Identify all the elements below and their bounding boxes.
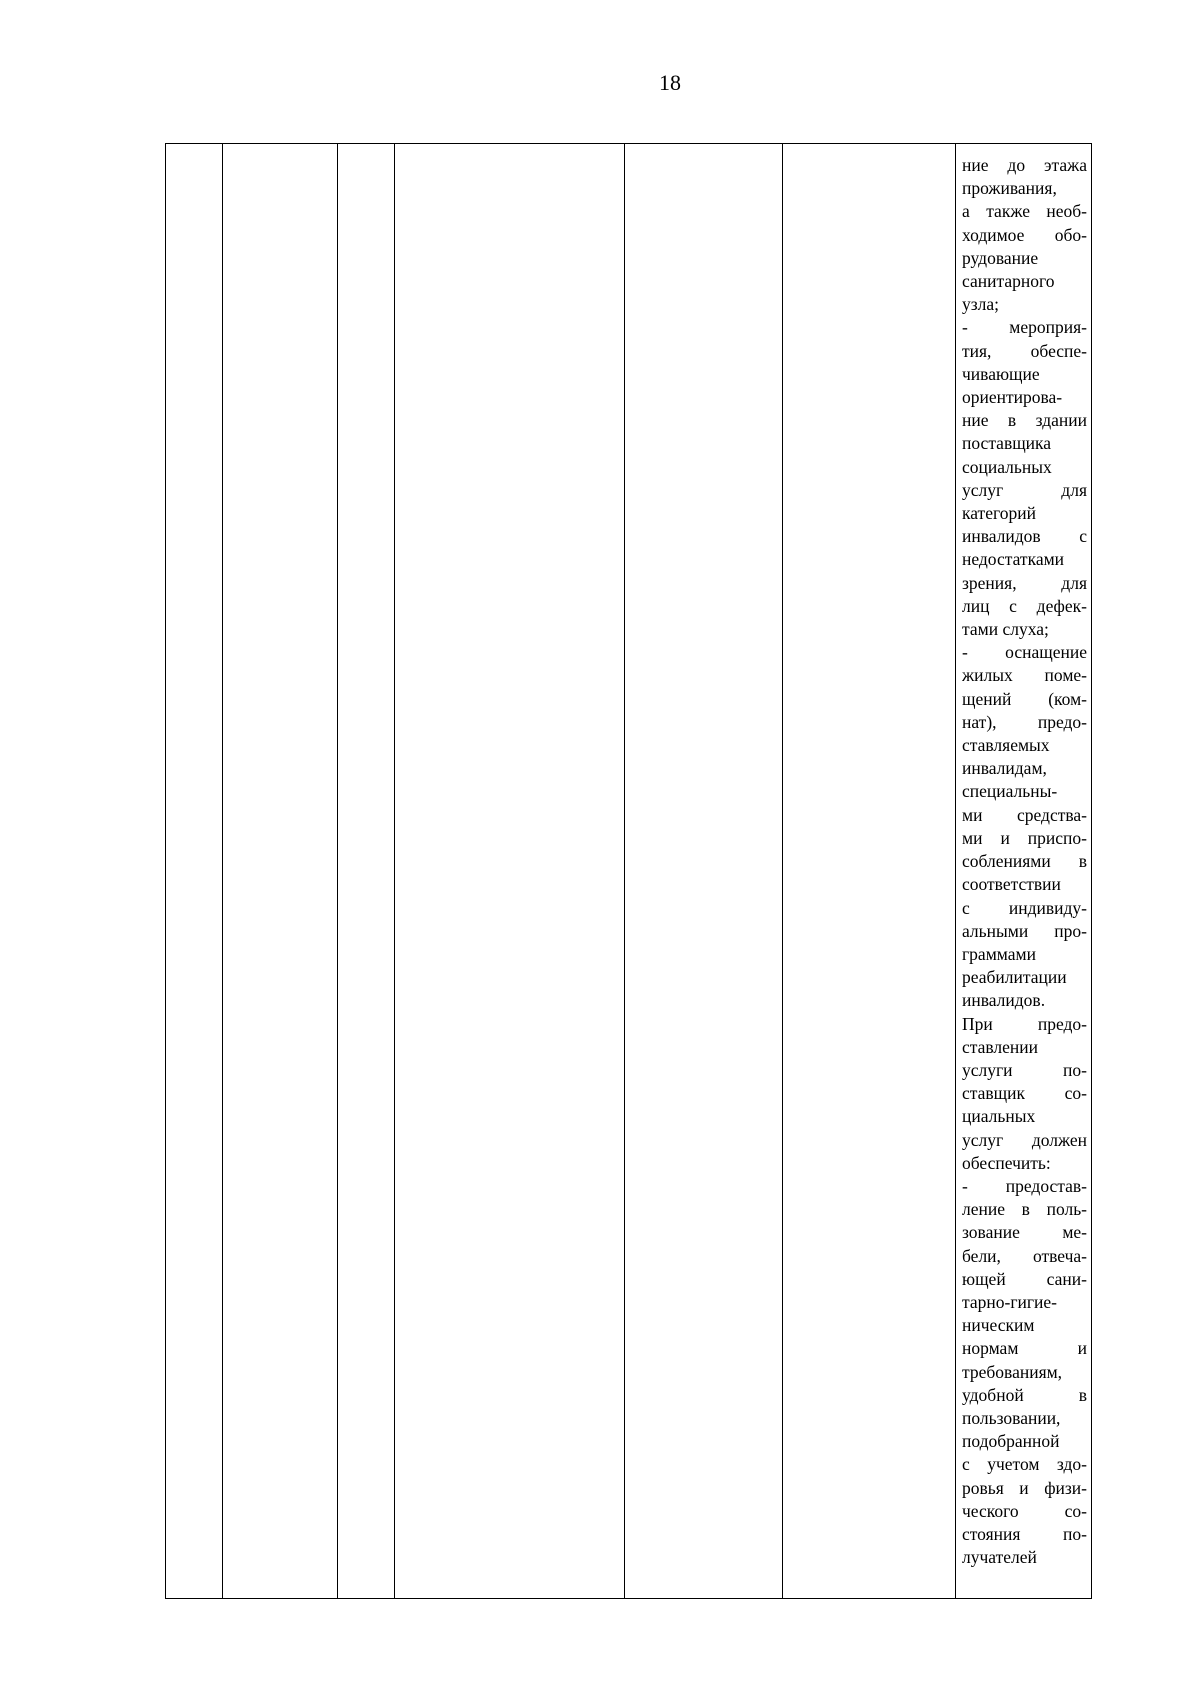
cell-text-line: услуг должен — [962, 1129, 1087, 1150]
cell-text-line: ходимое обо- — [962, 224, 1087, 245]
cell-text-line: чивающие — [962, 363, 1040, 384]
cell-text-line: ющей сани- — [962, 1268, 1087, 1289]
cell-text-line: нат), предо- — [962, 711, 1087, 732]
cell-text-line: нормам и — [962, 1338, 1087, 1359]
cell-text-line: тами слуха; — [962, 619, 1049, 640]
cell-text-line: зрения, для — [962, 572, 1087, 593]
cell-text-line: щений (ком- — [962, 688, 1087, 709]
cell-text-line: жилых поме- — [962, 665, 1087, 686]
table-cell-code — [338, 144, 395, 1599]
table-cell-number — [166, 144, 223, 1599]
table-cell-service-name — [223, 144, 338, 1599]
cell-text-line: ление в поль- — [962, 1199, 1087, 1220]
cell-text-line: ставляемых — [962, 735, 1050, 756]
cell-text-line: ние до этажа — [962, 155, 1087, 175]
cell-text-line: проживания, — [962, 178, 1057, 199]
table-row — [166, 144, 1092, 1599]
cell-text-line: ние в здании — [962, 410, 1087, 431]
cell-text-line: санитарного — [962, 271, 1055, 292]
cell-text-line: с учетом здо- — [962, 1454, 1087, 1475]
cell-text-line: альными про- — [962, 920, 1087, 941]
table-cell-description — [395, 144, 625, 1599]
cell-text-line: ми средства- — [962, 804, 1087, 825]
cell-text-line: ставщик со- — [962, 1083, 1087, 1104]
cell-text-line: удобной в — [962, 1384, 1087, 1405]
cell-text-line: инвалидов с — [962, 526, 1087, 547]
cell-text-line: лучателей — [962, 1547, 1037, 1568]
cell-text-line: - предостав- — [962, 1175, 1087, 1196]
cell-text-line: циальных — [962, 1106, 1036, 1127]
cell-text-line: бели, отвеча- — [962, 1245, 1087, 1266]
cell-text-line: инвалидов. — [962, 990, 1046, 1011]
services-table — [165, 143, 1092, 1599]
cell-text-line: ческого со- — [962, 1500, 1087, 1521]
cell-text-line: поставщика — [962, 433, 1052, 454]
cell-text-line: узла; — [962, 294, 1000, 315]
cell-text-line: зование ме- — [962, 1222, 1087, 1243]
cell-text-lines — [962, 154, 1087, 1569]
cell-text-line: лиц с дефек- — [962, 595, 1087, 616]
cell-text-line: ническим — [962, 1315, 1035, 1336]
table-cell-provision — [783, 144, 956, 1599]
cell-text-line: тия, обеспе- — [962, 340, 1087, 361]
cell-text-line: услуг для — [962, 479, 1087, 500]
cell-text-line: При предо- — [962, 1013, 1087, 1034]
table-cell-quality-requirements — [956, 144, 1092, 1599]
table-cell-norms — [625, 144, 783, 1599]
cell-text-line: социальных — [962, 456, 1052, 477]
cell-text-line: реабилитации — [962, 967, 1067, 988]
cell-text-line: ровья и физи- — [962, 1477, 1087, 1498]
cell-text-line: ставлении — [962, 1036, 1039, 1057]
cell-text-line: услуги по- — [962, 1059, 1087, 1080]
cell-text-line: ориентирова- — [962, 387, 1063, 408]
cell-text-line: требованиям, — [962, 1361, 1063, 1382]
cell-text-line: а также необ- — [962, 201, 1087, 222]
cell-text-line: рудование — [962, 247, 1039, 268]
cell-text-line: специальны- — [962, 781, 1058, 802]
cell-text-line: тарно-гигие- — [962, 1291, 1058, 1312]
page-number: 18 — [659, 70, 681, 95]
cell-text-line: - оснащение — [962, 642, 1087, 663]
cell-text-line: ми и приспо- — [962, 827, 1087, 848]
cell-text-line: инвалидам, — [962, 758, 1047, 779]
cell-text-line: недостатками — [962, 549, 1065, 570]
cell-text-line: с индивиду- — [962, 897, 1087, 918]
cell-text-line: стояния по- — [962, 1523, 1087, 1544]
cell-text-line: соблениями в — [962, 851, 1087, 872]
cell-text-line: - мероприя- — [962, 317, 1087, 338]
cell-text-line: подобранной — [962, 1431, 1060, 1452]
cell-text-line: категорий — [962, 503, 1036, 524]
cell-text-line: соответствии — [962, 874, 1061, 895]
cell-text-line: граммами — [962, 943, 1036, 964]
cell-text-line: пользовании, — [962, 1407, 1061, 1428]
cell-text-line: обеспечить: — [962, 1152, 1051, 1173]
